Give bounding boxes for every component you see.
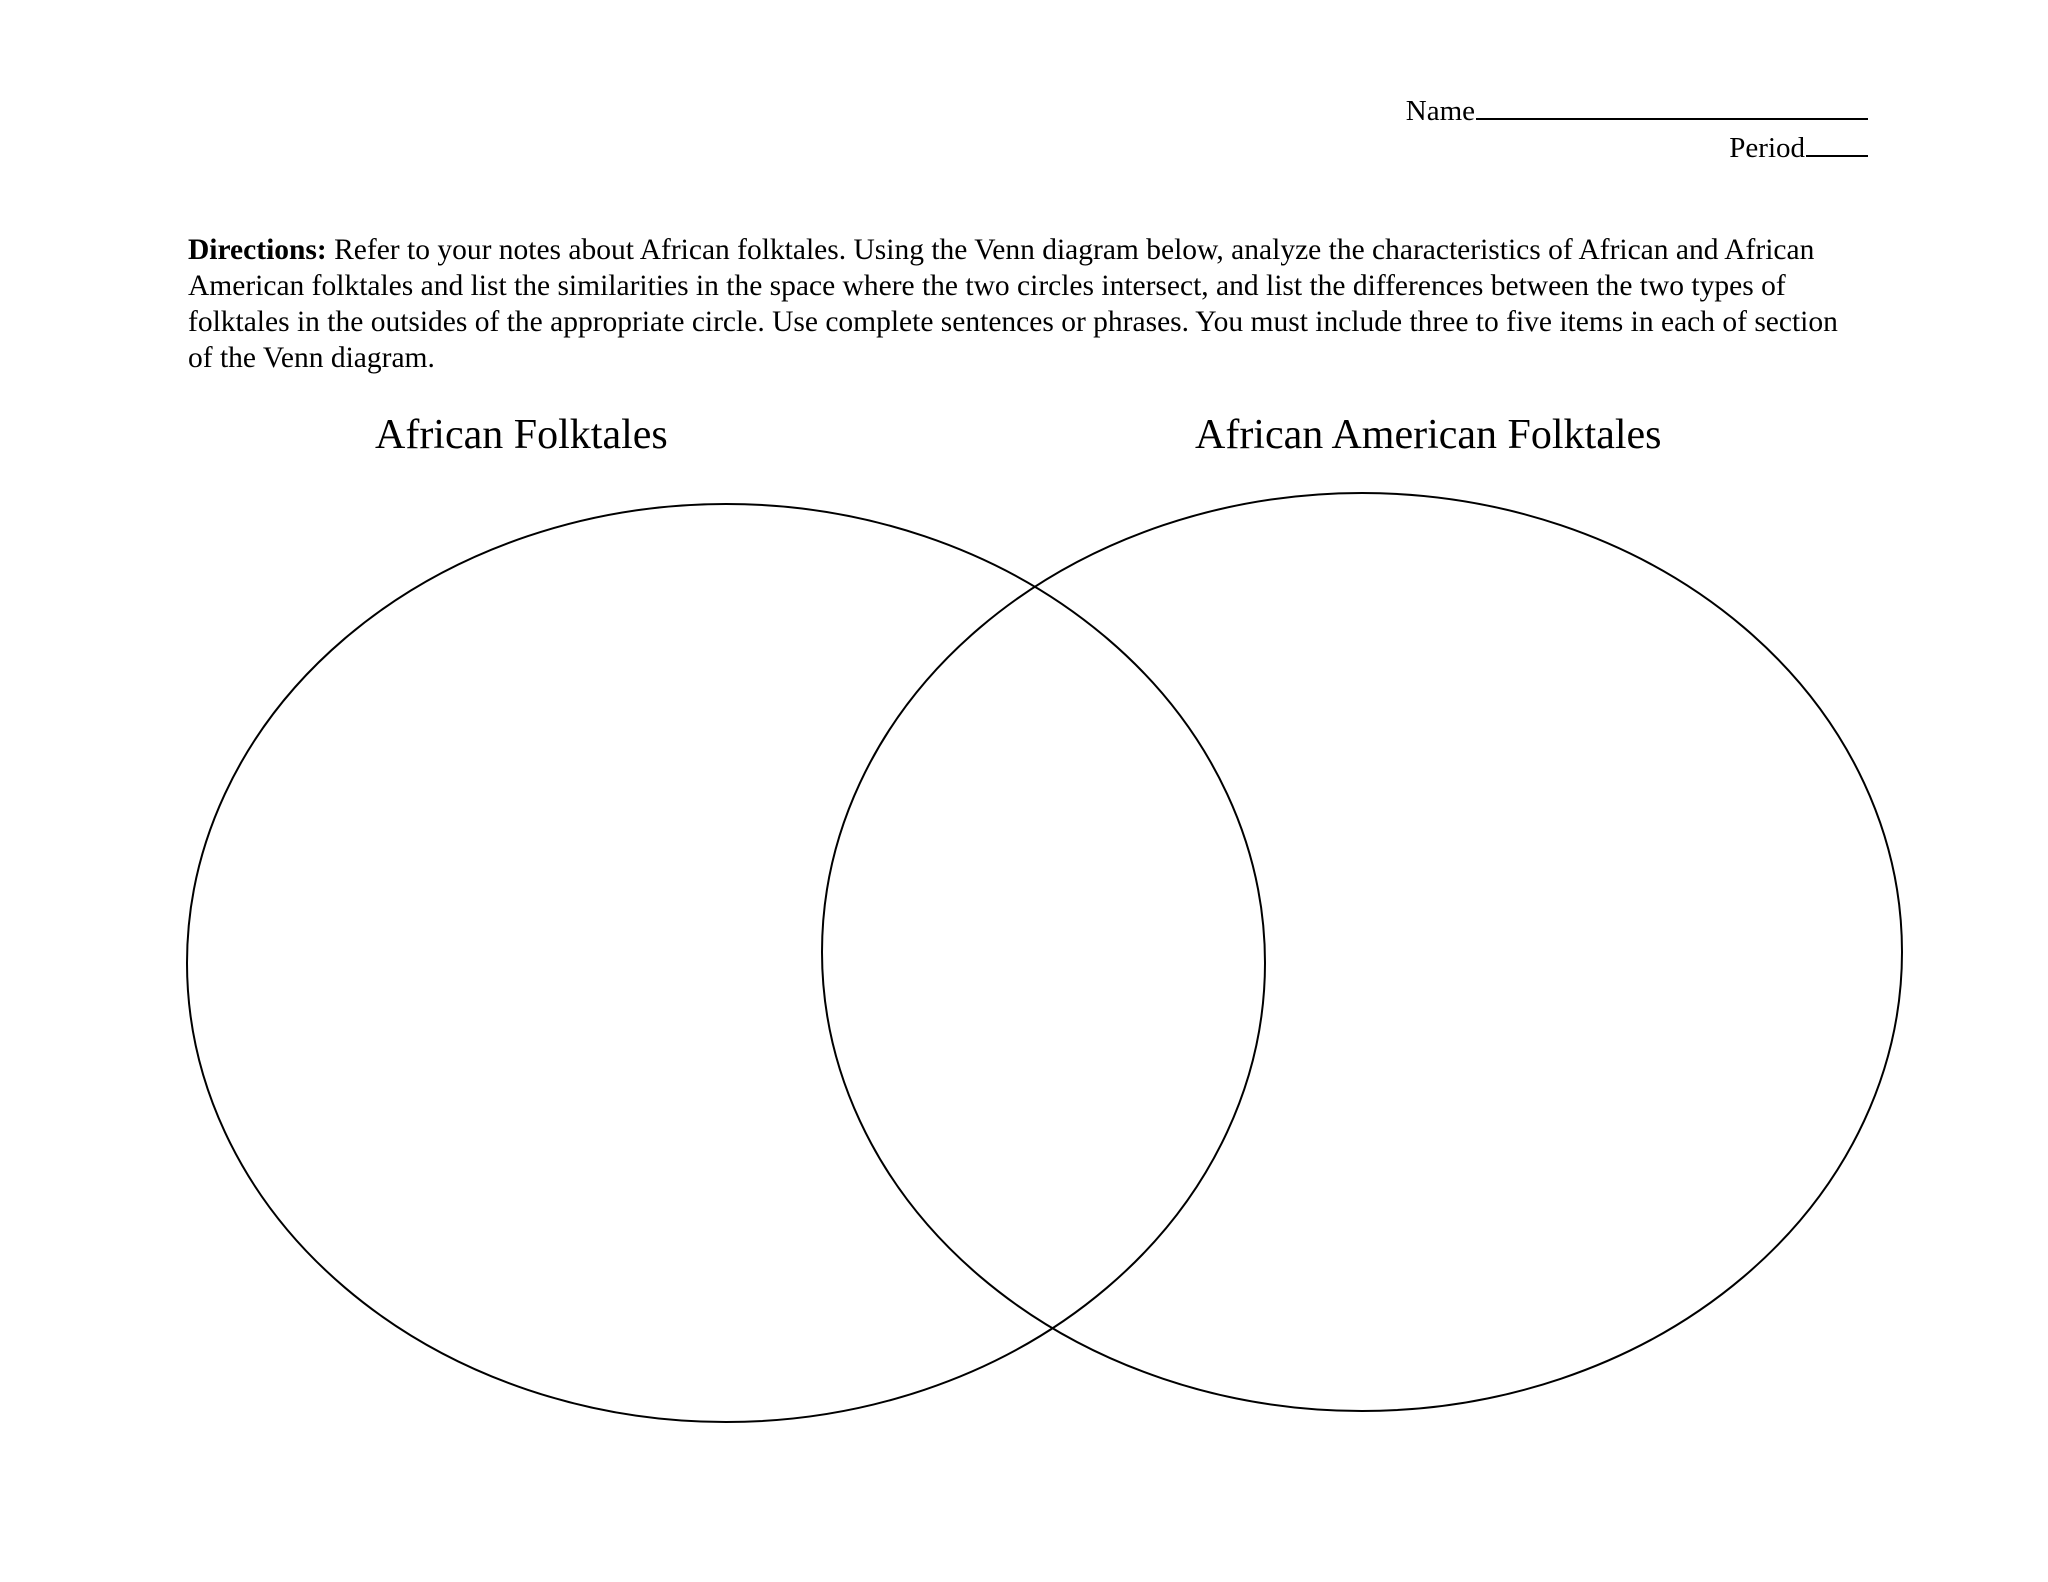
name-blank-line[interactable] (1476, 92, 1868, 120)
venn-right-title: African American Folktales (1195, 412, 1662, 458)
period-label: Period (1729, 132, 1805, 164)
student-info-fields (1406, 92, 1868, 166)
period-blank-line[interactable] (1806, 129, 1868, 157)
directions-text: Refer to your notes about African folktales. Using the Venn diagram below, analyze the characteristics of African and African American folktales and list the similarities in the space where the two circles intersect, and list the differences between the two types of folktales in the outsides of the appropriate circle. Use complete sentences or phrases. You must include three to five items in each of section of the Venn diagram. (188, 234, 1838, 374)
name-field-row (1406, 92, 1868, 129)
venn-right-circle[interactable] (822, 493, 1902, 1411)
directions-label: Directions: (188, 234, 327, 266)
name-label: Name (1405, 95, 1475, 127)
venn-left-circle[interactable] (187, 504, 1265, 1422)
venn-left-title: African Folktales (375, 412, 668, 458)
directions-paragraph (188, 232, 1868, 376)
period-field-row (1406, 129, 1868, 166)
